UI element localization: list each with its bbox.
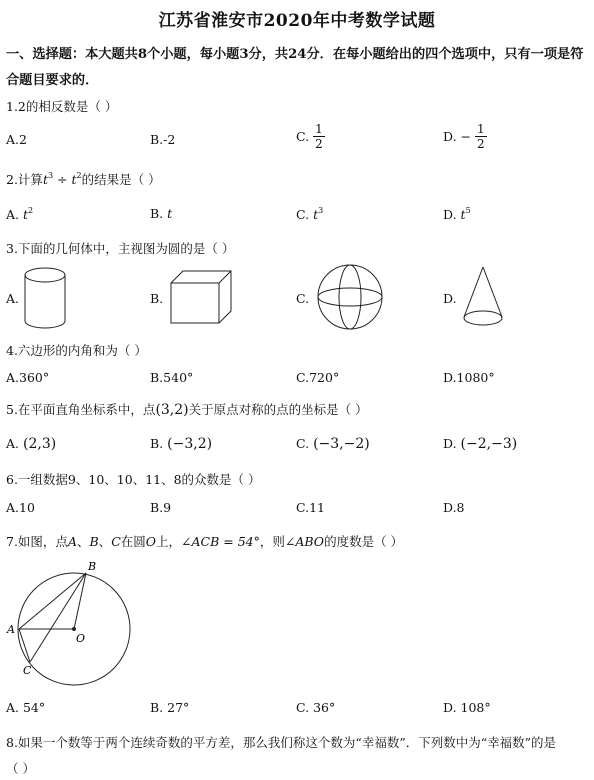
q7-point-o: O [145,534,157,549]
q7-sep2: 、 [98,534,112,549]
q1-option-b: B.-2 [150,132,176,147]
q7-sep1: 、 [76,534,90,549]
q7-stem-post: 的度数是（ ） [324,534,404,549]
label-a: A [7,623,15,636]
label-c: C [23,664,32,677]
q7-option-c: C. 36° [296,700,336,715]
q7-stem-mid: 在圆 [120,534,146,549]
q5-stem-point: (3,2) [155,402,189,418]
q5-stem [6,400,368,418]
q5-option-c [296,436,370,452]
q2-stem [6,170,161,188]
q2-c-label: C. [296,207,310,222]
q1-c-fraction [313,122,325,151]
q1-d-den: 2 [477,137,485,151]
center-point [72,627,76,631]
q5-stem-pre: 5.在平面直角坐标系中，点 [6,402,156,417]
q2-c-e: 3 [318,206,324,215]
q5-b-label: B. [150,436,164,451]
q7-point-a: A [67,534,77,549]
q5-d-val: (−2,−3) [460,436,518,452]
q6-option-c: C.11 [296,500,325,515]
cube-figure [168,268,234,326]
q7-stem-mid2: 上， [156,534,182,549]
q1-d-fraction [475,122,487,151]
q3-option-a: A. [6,291,20,306]
q2-d-t: t [460,207,466,222]
q1-d-label: D. [443,129,457,144]
q3-option-b: B. [150,291,164,306]
q7-condition: ∠ACB = 54° [181,534,260,549]
q6-option-d: D.8 [443,500,465,515]
label-o: O [76,632,86,645]
q6-stem: 6.一组数据9、10、10、11、8的众数是（ ） [6,472,261,487]
q2-a-t: t [23,207,29,222]
q1-c-num: 1 [315,122,323,136]
q1-stem: 1.2的相反数是（ ） [6,99,118,114]
label-b: B [88,560,97,573]
q3-option-d: D. [443,291,457,306]
q5-c-label: C. [296,436,310,451]
q2-b-label: B. [150,206,164,221]
q1-option-a: A.2 [6,132,27,147]
q2-option-c [296,206,323,222]
q8-stem-line1: 8.如果一个数等于两个连续奇数的平方差，那么我们称这个数为“幸福数”．下列数中为“幸福数”的是 [6,735,556,750]
q8-stem-line2: （ ） [6,761,35,776]
q2-stem-t1: t [42,172,48,187]
q2-d-label: D. [443,207,457,222]
q7-point-c: C [111,534,121,549]
q2-option-a [6,206,33,222]
q7-stem-pre: 7.如图，点 [6,534,68,549]
q5-option-d [443,436,517,452]
q2-option-d [443,206,471,222]
q7-option-d: D. 108° [443,700,491,715]
q2-stem-pre: 2.计算 [6,172,43,187]
q2-d-e: 5 [465,206,471,215]
q1-d-sign: − [460,129,472,144]
q7-point-b: B [89,534,99,549]
q5-a-label: A. [6,436,20,451]
q7-ask: ∠ABO [284,534,325,549]
q5-a-val: (2,3) [23,436,57,452]
q7-stem-mid3: ，则 [259,534,285,549]
paper-title: 江苏省淮安市2020年中考数学试题 [158,11,436,31]
q5-c-val: (−3,−2) [313,436,370,452]
q4-option-b: B.540° [150,370,194,385]
cylinder-figure [20,266,70,332]
q4-option-c: C.720° [296,370,340,385]
q1-c-label: C. [296,129,310,144]
q7-stem [6,532,403,550]
circle-figure [4,556,134,688]
q3-stem: 3.下面的几何体中，主视图为圆的是（ ） [6,241,235,256]
q7-option-b: B. 27° [150,700,190,715]
q5-b-val: (−3,2) [167,436,213,452]
q2-stem-post: 的结果是（ ） [81,172,161,187]
q5-d-label: D. [443,436,457,451]
q2-b-t: t [167,206,173,221]
sphere-figure [315,262,385,332]
q1-option-d [443,122,487,151]
q2-stem-e2: 2 [76,171,82,180]
cone-figure [460,264,506,330]
q4-option-d: D.1080° [443,370,495,385]
q2-stem-t2: t [71,172,77,187]
q2-stem-div: ÷ [53,172,72,187]
q2-c-t: t [313,207,319,222]
q6-option-b: B.9 [150,500,172,515]
q5-option-b [150,436,212,452]
q4-option-a: A.360° [6,370,50,385]
q4-stem: 4.六边形的内角和为（ ） [6,343,147,358]
q5-option-a [6,436,56,452]
q2-a-label: A. [6,207,20,222]
q7-option-a: A. 54° [6,700,46,715]
q1-d-num: 1 [477,122,485,136]
q1-option-c [296,122,325,151]
section-heading: 一、选择题：本大题共8个小题，每小题3分，共24分．在每小题给出的四个选项中，只有一项是符合题目要求的． [6,47,584,88]
q2-option-b [150,206,172,221]
q2-a-e: 2 [28,206,34,215]
q3-option-c: C. [296,291,310,306]
q6-option-a: A.10 [6,500,35,515]
q2-stem-e1: 3 [47,171,54,180]
q1-c-den: 2 [315,137,323,151]
q5-stem-post: 关于原点对称的点的坐标是（ ） [188,402,368,417]
